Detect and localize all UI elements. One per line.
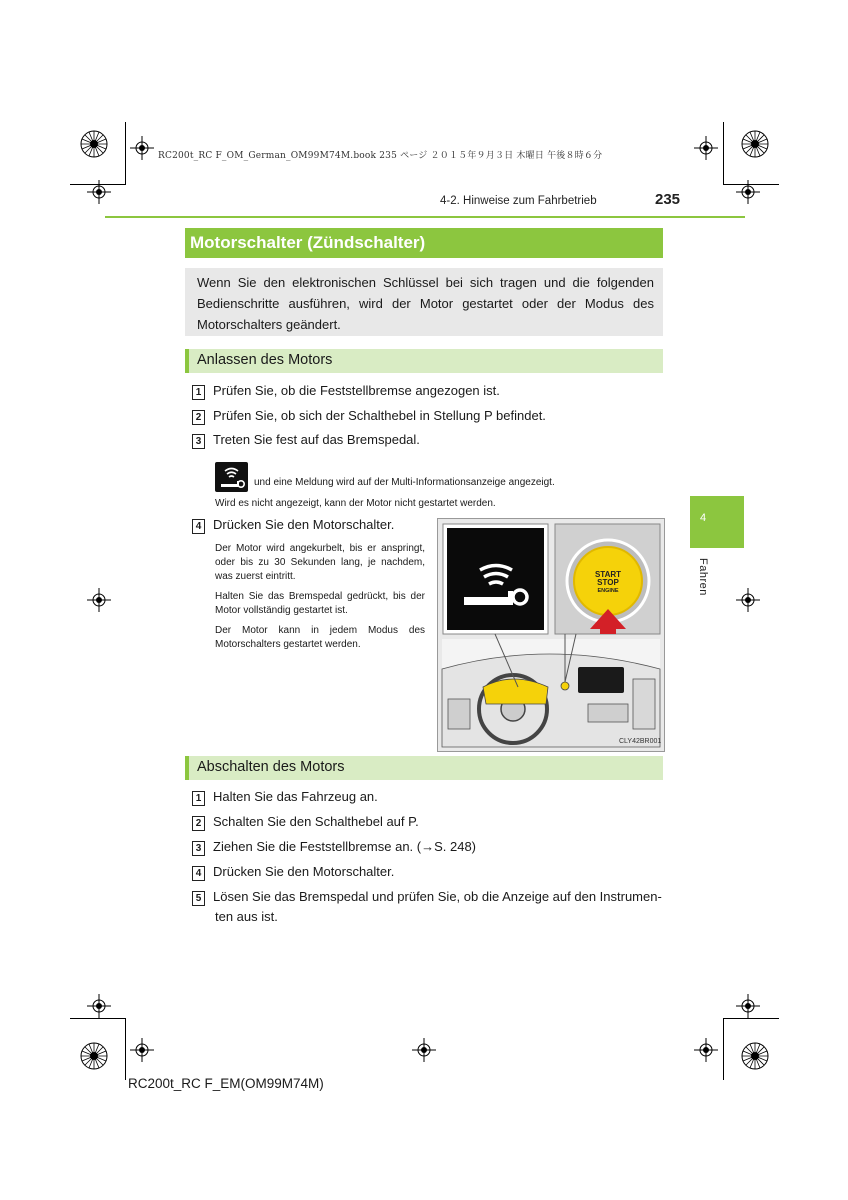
- list-item: [192, 789, 378, 806]
- list-item: [192, 839, 476, 856]
- crosshair-mark-icon: [130, 1038, 154, 1062]
- start-button-line1: START: [594, 570, 622, 579]
- step4-note: Der Motor kann in jedem Modus des Motorschalters gestartet werden.: [215, 625, 425, 650]
- step-text: Ziehen Sie die Feststellbremse an. (→S. 248): [213, 839, 477, 854]
- start-button-line3: ENGINE: [597, 588, 619, 594]
- crosshair-mark-icon: [412, 1038, 436, 1062]
- stop-section-heading: Abschalten des Motors: [197, 759, 345, 775]
- step-number: 4: [192, 519, 205, 534]
- page-title: Motorschalter (Zündschalter): [190, 233, 426, 252]
- print-header: RC200t_RC F_OM_German_OM99M74M.book 235 ページ ２０１５年９月３日 木曜日 午後８時６分: [158, 151, 603, 161]
- registration-target-icon: [741, 130, 769, 158]
- registration-target-icon: [80, 1042, 108, 1070]
- start-button-line2: STOP: [597, 578, 619, 587]
- crosshair-mark-icon: [87, 180, 111, 204]
- registration-target-icon: [741, 1042, 769, 1070]
- step-number: 3: [192, 841, 205, 856]
- indicator-note: und eine Meldung wird auf der Multi-Informationsanzeige angezeigt.: [254, 477, 555, 488]
- key-indicator-icon: [215, 462, 248, 492]
- list-item: [192, 432, 420, 449]
- crosshair-mark-icon: [87, 588, 111, 612]
- header-rule: [105, 216, 745, 218]
- step-text: Drücken Sie den Motorschalter.: [213, 864, 395, 879]
- step-number: 2: [192, 816, 205, 831]
- step-number: 3: [192, 434, 205, 449]
- dashboard-illustration: [437, 518, 665, 752]
- crosshair-mark-icon: [130, 136, 154, 160]
- indicator-note-2: Wird es nicht angezeigt, kann der Motor nicht gestartet werden.: [215, 498, 496, 509]
- footer-code: RC200t_RC F_EM(OM99M74M): [128, 1076, 324, 1091]
- crosshair-mark-icon: [694, 1038, 718, 1062]
- list-item: [192, 383, 500, 400]
- step-text: Treten Sie fest auf das Bremspedal.: [213, 432, 420, 447]
- step-text: Prüfen Sie, ob sich der Schalthebel in Stellung P befindet.: [213, 408, 546, 423]
- registration-target-icon: [80, 130, 108, 158]
- step-text-continuation: ten aus ist.: [215, 909, 278, 924]
- start-section-stripe: [185, 349, 189, 373]
- list-item: [192, 864, 394, 881]
- chapter-tab: [690, 496, 744, 548]
- crosshair-mark-icon: [694, 136, 718, 160]
- crosshair-mark-icon: [736, 994, 760, 1018]
- section-label: 4-2. Hinweise zum Fahrbetrieb: [440, 195, 597, 207]
- step-number: 1: [192, 385, 205, 400]
- step4-note: Halten Sie das Bremspedal gedrückt, bis der Motor vollständig gestartet ist.: [215, 591, 425, 616]
- step-text: Lösen Sie das Bremspedal und prüfen Sie, ob die Anzeige auf den Instrumen-: [213, 889, 662, 904]
- step-number: 1: [192, 791, 205, 806]
- chapter-tab-number: 4: [700, 512, 707, 524]
- page-number: 235: [655, 191, 681, 208]
- crosshair-mark-icon: [736, 588, 760, 612]
- step-text: Halten Sie das Fahrzeug an.: [213, 789, 378, 804]
- stop-section-stripe: [185, 756, 189, 780]
- step-number: 2: [192, 410, 205, 425]
- list-item: [192, 814, 419, 831]
- step-text: Drücken Sie den Motorschalter.: [213, 517, 395, 532]
- step-text: Schalten Sie den Schalthebel auf P.: [213, 814, 419, 829]
- step-number: 4: [192, 866, 205, 881]
- step-text: Prüfen Sie, ob die Feststellbremse angezogen ist.: [213, 383, 500, 398]
- list-item: [192, 517, 394, 534]
- chapter-tab-label: Fahren: [697, 558, 709, 596]
- figure-code: CLY42BR001: [619, 738, 662, 745]
- list-item: [192, 889, 662, 906]
- crosshair-mark-icon: [87, 994, 111, 1018]
- step4-note: Der Motor wird angekurbelt, bis er anspringt, oder bis zu 30 Sekunden lang, je nachdem, was zuerst eintritt.: [215, 543, 425, 582]
- start-section-heading: Anlassen des Motors: [197, 352, 333, 368]
- step-number: 5: [192, 891, 205, 906]
- list-item: [192, 408, 546, 425]
- intro-text: Wenn Sie den elektronischen Schlüssel bei sich tragen und die folgenden Bedienschritte ausführen, wird der Motor gestartet oder der Modus des Motorschalters geändert.: [197, 275, 654, 332]
- crosshair-mark-icon: [736, 180, 760, 204]
